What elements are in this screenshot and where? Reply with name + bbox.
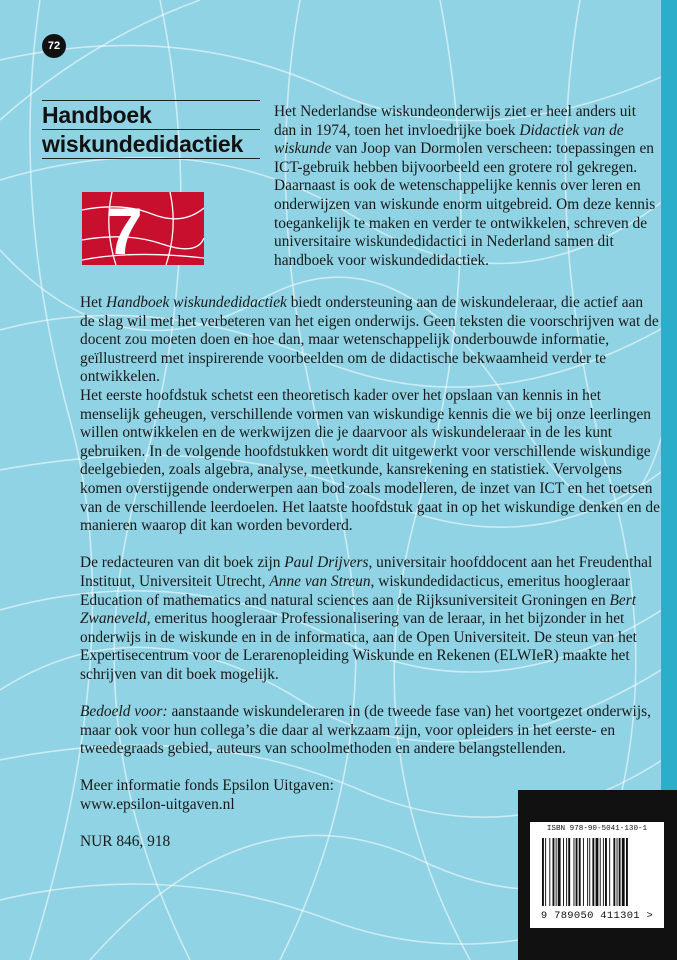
barcode-label xyxy=(530,822,664,928)
editor-name: Bert Zwaneveld xyxy=(80,591,637,628)
series-logo xyxy=(82,192,204,265)
paragraph-2: Het eerste hoofdstuk schetst een theoretisch kader over het opslaan van kennis in het menselijk geheugen, verschillende vormen van wiskundige kennis die we bij onze leerlingen willen ontwikkelen en de werkwijzen die je daarvoor als wiskundeleraar in de les kunt gebruiken. In de volgende hoofdstukken wordt dit uitgewerkt voor verschillende wiskundige deelgebieden, zoals algebra, analyse, meetkunde, kansrekening en statistiek. Vervolgens komen overstijgende onderwerpen aan bod zoals modelleren, de inzet van ICT en het toetsen van de verschillende leerdoelen. Het laatste hoofdstuk gaat in op het wiskundige denken en de manieren waarop dit kan worden bevorderd. xyxy=(80,386,660,535)
editor-name: Anne van Streun xyxy=(269,572,371,590)
title-rule-bottom xyxy=(42,158,260,159)
paragraph-editors: De redacteuren van dit boek zijn Paul Drijvers, universitair hoofddocent aan het Freudenthal Instituut, Universiteit Utrecht, Anne van Streun, wiskundedidacticus, emeritus hoogleraar Education of mathematics and natural sciences aan de Rijksuniversiteit Groningen en Bert Zwaneveld, emeritus hoogleraar Professionalisering van de leraar, in het bijzonder in het onderwijs in de wiskunde en in de informatica, aan de Open Universiteit. De steun van het Expertisecentrum voor de Lerarenopleiding Wiskunde en Rekenen (ELWIeR) maakte het schrijven van dit boek mogelijk. xyxy=(80,554,653,683)
paragraph-1: Het Handboek wiskundedidactiek biedt ondersteuning aan de wiskundeleraar, die actief aan de slag wil met het verbeteren van het eigen onderwijs. Geen teksten die voorschrijven wat de docent zou moeten doen en hoe dan, maar wetenschappelijk onderbouwde informatie, geïllustreerd met inspirerende voorbeelden om de didactische bekwaamheid verder te ontwikkelen. xyxy=(80,294,659,386)
page-number: 72 xyxy=(47,40,61,52)
website-link[interactable]: www.epsilon-uitgaven.nl xyxy=(80,796,235,814)
book-title-block xyxy=(42,100,260,159)
barcode-panel xyxy=(518,790,677,960)
page-number-badge xyxy=(42,34,66,58)
intro-text: Het Nederlandse wiskundeonderwijs ziet er heel anders uit dan in 1974, toen het invloedrijke boek Didactiek van de wiskunde van Joop van Dormolen verscheen: toepassingen en ICT-gebruik hebben bijvoorbeeld een grotere rol gekregen. Daarnaast is ook de wetenschappelijke kennis over leren en onderwijzen van wiskunde enorm uitgebreid. Om deze kennis toegankelijk te maken en verder te ontwikkelen, schreven de universitaire wiskundedidactici in Nederland samen dit handboek voor wiskundedidactiek. xyxy=(274,103,656,269)
isbn-text: ISBN 978-90-5041-130-1 xyxy=(546,825,648,833)
title-line-1: Handboek xyxy=(42,102,152,128)
paragraph-audience: Bedoeld voor: aanstaande wiskundeleraren in (de tweede fase van) het voortgezet onderwijs, maar ook voor hun collega’s die daar al werkzaam zijn, voor opleiders in het eerste- en tweedegraads gebied, auteurs van schoolmethoden en andere belangstellenden. xyxy=(80,703,651,758)
book-reference: Didactiek van de wiskunde xyxy=(274,121,624,158)
barcode-digits: 9 789050 411301 > xyxy=(540,910,654,922)
barcode-icon xyxy=(540,838,654,906)
main-text xyxy=(80,294,660,852)
nur-code: NUR 846, 918 xyxy=(80,833,171,851)
logo-digit: 7 xyxy=(106,194,143,265)
more-info-line: Meer informatie fonds Epsilon Uitgaven: xyxy=(80,777,334,795)
title-line-2: wiskundedidactiek xyxy=(42,131,244,157)
editor-name: Paul Drijvers xyxy=(284,554,369,572)
